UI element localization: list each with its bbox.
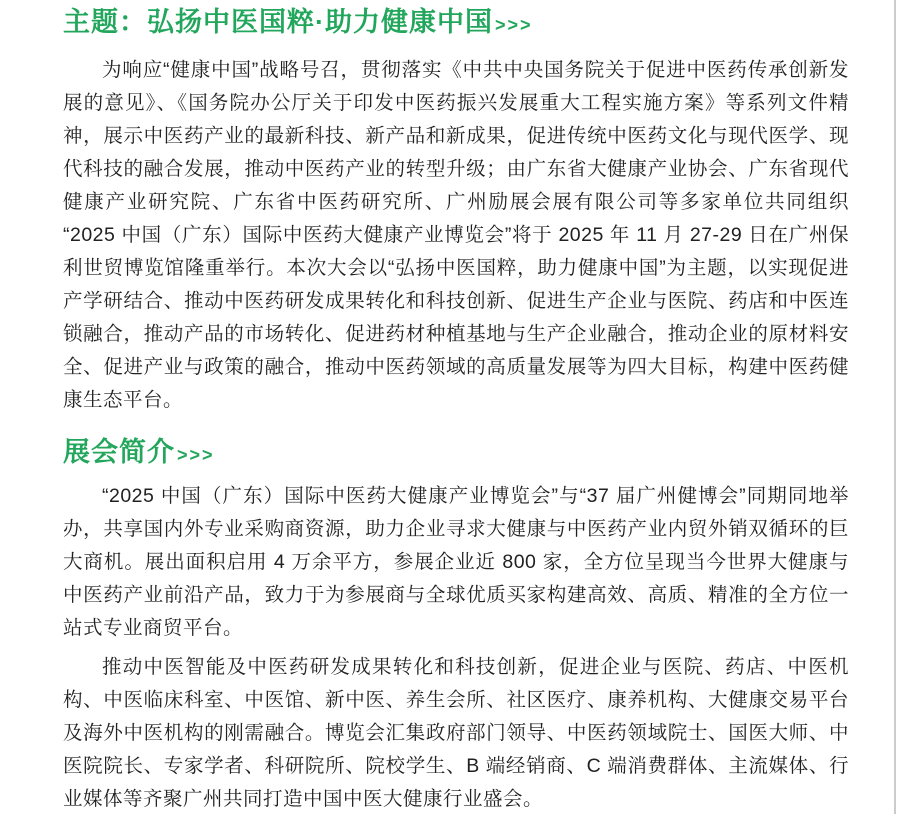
page-right-edge-divider	[894, 0, 896, 814]
theme-section-heading-text: 主题：弘扬中医国粹·助力健康中国	[63, 7, 493, 37]
expo-intro-section-heading	[63, 434, 849, 473]
expo-intro-section-heading-text: 展会简介	[63, 437, 175, 467]
section-expo-intro	[63, 434, 849, 814]
theme-section-heading	[63, 4, 849, 43]
heading-arrows-decoration: >>>	[495, 15, 533, 35]
section-theme	[63, 4, 849, 417]
document-page	[63, 4, 849, 814]
expo-intro-paragraph-2: 推动中医智能及中医药研发成果转化和科技创新，促进企业与医院、药店、中医机构、中医临床科室、中医馆、新中医、养生会所、社区医疗、康养机构、大健康交易平台及海外中医机构的刚需融合。博览会汇集政府部门领导、中医药领域院士、国医大师、中医院院长、专家学者、科研院所、院校学生、B 端经销商、C 端消费群体、主流媒体、行业媒体等齐聚广州共同打造中国中医大健康行业盛会。	[63, 656, 849, 810]
theme-section-paragraph: 为响应“健康中国”战略号召，贯彻落实《中共中央国务院关于促进中医药传承创新发展的意见》、《国务院办公厅关于印发中医药振兴发展重大工程实施方案》等系列文件精神，展示中医药产业的最新科技、新产品和新成果，促进传统中医药文化与现代医学、现代科技的融合发展，推动中医药产业的转型升级；由广东省大健康产业协会、广东省现代健康产业研究院、广东省中医药研究所、广州励展会展有限公司等多家单位共同组织“2025 中国（广东）国际中医药大健康产业博览会”将于 2025 年 11 月 27-29 日在广州保利世贸博览馆隆重举行。本次大会以“弘扬中医国粹，助力健康中国”为主题，以实现促进产学研结合、推动中医药研发成果转化和科技创新、促进生产企业与医院、药店和中医连锁融合，推动产品的市场转化、促进药材种植基地与生产企业融合，推动企业的原材料安全、促进产业与政策的融合，推动中医药领域的高质量发展等为四大目标，构建中医药健康生态平台。	[63, 59, 849, 411]
expo-intro-paragraph-1: “2025 中国（广东）国际中医药大健康产业博览会”与“37 届广州健博会”同期同地举办，共享国内外专业采购商资源，助力企业寻求大健康与中医药产业内贸外销双循环的巨大商机。展出面积启用 4 万余平方，参展企业近 800 家，全方位呈现当今世界大健康与中医药产业前沿产品，致力于为参展商与全球优质买家构建高效、高质、精准的全方位一站式专业商贸平台。	[63, 485, 849, 639]
heading-arrows-decoration: >>>	[177, 445, 215, 465]
